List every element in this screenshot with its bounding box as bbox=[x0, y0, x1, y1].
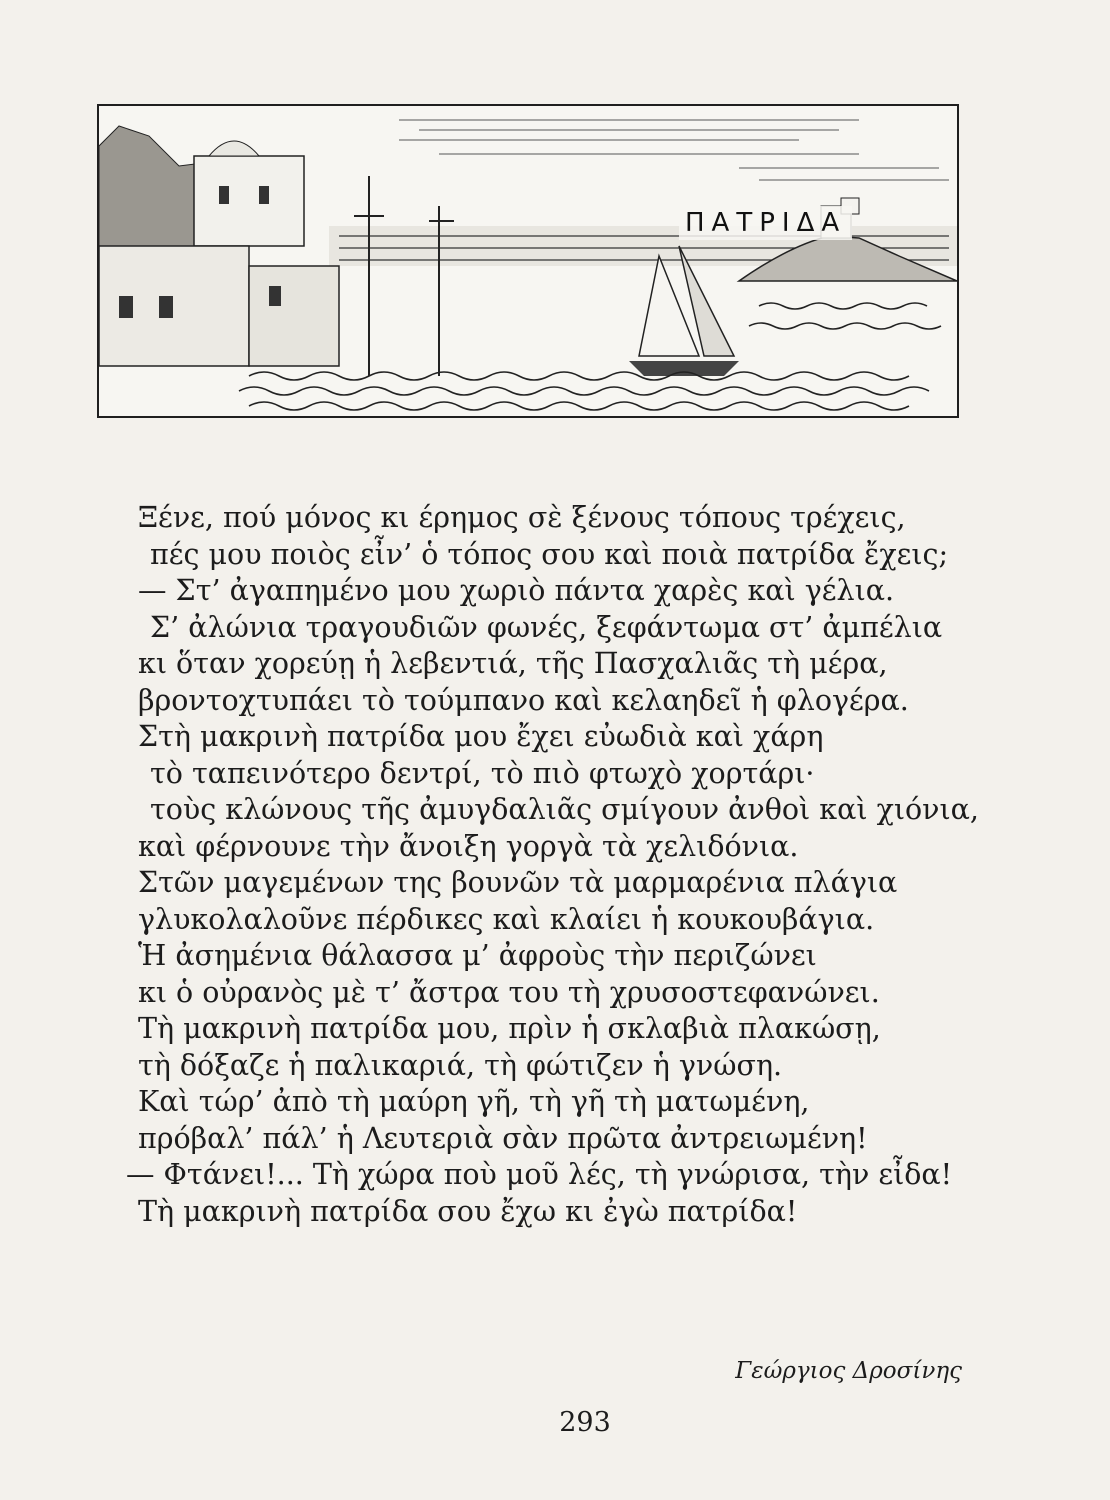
poem-line: τοὺς κλώνους τῆς ἀμυγδαλιᾶς σμίγουν ἀνθοὶ καὶ χιόνια, bbox=[150, 793, 979, 826]
page-number: 293 bbox=[559, 1407, 611, 1438]
harbor-illustration bbox=[97, 104, 959, 418]
poem-line: Στῶν μαγεμένων της βουνῶν τὰ μαρμαρένια πλάγια bbox=[138, 866, 898, 899]
poem bbox=[126, 500, 979, 1230]
poem-line: — Στ’ ἀγαπημένο μου χωριὸ πάντα χαρὲς καὶ γέλια. bbox=[138, 574, 895, 607]
illustration-title: ΠΑΤΡΙΔΑ bbox=[679, 206, 852, 240]
poem-line: τὸ ταπεινότερο δεντρί, τὸ πιὸ φτωχὸ χορτάρι· bbox=[150, 756, 815, 790]
poem-line: τὴ δόξαζε ἡ παλικαριά, τὴ φώτιζεν ἡ γνώση. bbox=[138, 1048, 783, 1082]
poem-line: Τὴ μακρινὴ πατρίδα μου, πρὶν ἡ σκλαβιὰ πλακώσῃ, bbox=[138, 1012, 881, 1045]
poem-line: κι ὅταν χορεύῃ ἡ λεβεντιά, τῆς Πασχαλιᾶς τὴ μέρα, bbox=[138, 647, 888, 680]
poem-line: Ἡ ἀσημένια θάλασσα μ’ ἀφροὺς τὴν περιζώνει bbox=[138, 939, 817, 972]
poem-line: — Φτάνει!... Τὴ χώρα ποὺ μοῦ λές, τὴ γνώρισα, τὴν εἶδα! bbox=[126, 1158, 953, 1191]
poem-line: Σ’ ἀλώνια τραγουδιῶν φωνές, ξεφάντωμα στ’ ἀμπέλια bbox=[150, 610, 943, 644]
poem-line: πές μου ποιὸς εἶν’ ὁ τόπος σου καὶ ποιὰ πατρίδα ἔχεις; bbox=[150, 537, 949, 571]
poem-line: καὶ φέρνουνε τὴν ἄνοιξη γοργὰ τὰ χελιδόνια. bbox=[138, 829, 799, 863]
poem-line: πρόβαλ’ πάλ’ ἡ Λευτεριὰ σὰν πρῶτα ἀντρειωμένη! bbox=[138, 1121, 868, 1155]
poem-line: Ξένε, πού μόνος κι έρημος σὲ ξένους τόπους τρέχεις, bbox=[138, 501, 906, 534]
poem-line: Τὴ μακρινὴ πατρίδα σου ἔχω κι ἐγὼ πατρίδα! bbox=[138, 1194, 798, 1228]
harbor-engraving-icon bbox=[99, 106, 957, 416]
poem-line: γλυκολαλοῦνε πέρδικες καὶ κλαίει ἡ κουκουβάγια. bbox=[138, 902, 875, 936]
poem-line: Στὴ μακρινὴ πατρίδα μου ἔχει εὐωδιὰ καὶ χάρη bbox=[138, 720, 824, 753]
poem-line: βροντοχτυπάει τὸ τούμπανο καὶ κελαηδεῖ ἡ φλογέρα. bbox=[138, 683, 909, 717]
author-signature: Γεώργιος Δροσίνης bbox=[735, 1358, 962, 1384]
poem-line: κι ὁ οὐρανὸς μὲ τ’ ἄστρα του τὴ χρυσοστεφανώνει. bbox=[138, 975, 880, 1009]
poem-line: Καὶ τώρ’ ἀπὸ τὴ μαύρη γῆ, τὴ γῆ τὴ ματωμένη, bbox=[138, 1085, 810, 1118]
